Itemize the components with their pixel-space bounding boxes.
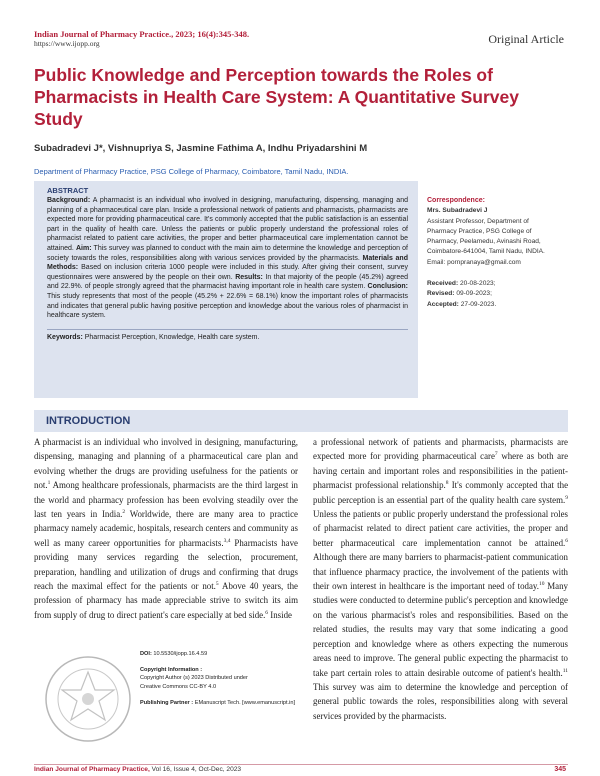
paragraph-text: Although there are many barriers to pharmacist-patient communication that influence pharmacy practice, the involvement of the patients with their own interest in healthcare is the important need of today. (313, 552, 568, 592)
paragraph-text: Among healthcare professionals, pharmacists are the third largest in the world and pharmacy profession has been evolving steadily over the last ten years in India. (34, 480, 298, 520)
paragraph-text: Inside (268, 609, 292, 620)
introduction-left-column (34, 435, 298, 622)
doi-label: DOI: (140, 651, 152, 657)
abstract-heading: ABSTRACT (47, 186, 89, 195)
copyright-heading: Copyright Information : (140, 666, 203, 673)
copyright-line: Creative Commons CC-BY 4.0 (140, 683, 217, 690)
doi-box (140, 650, 300, 708)
paragraph-text: Worldwide, there are many area to practice pharmacy namely academic, hospitals, research centers and community as well as many career opportunities for pharmacists. (34, 509, 298, 548)
dates-block (427, 279, 567, 310)
introduction-heading: INTRODUCTION (34, 410, 568, 432)
revised-label: Revised: (427, 290, 455, 298)
paragraph-text: where as both are having certain and important roles and responsibilities in the patient-pharmacist professional relationship. (313, 451, 569, 491)
footer-journal: Indian Journal of Pharmacy Practice, (34, 766, 150, 773)
correspondence-line: Pharmacy Practice, PSG College of (427, 227, 532, 235)
conclusion-text: This study represents that most of the people (45.2% + 22.6% = 68.1%) know the important roles of pharmacists and indicates that general public having positive perception and knowledge about the various roles of pharmacist in healthcare system. (47, 292, 408, 320)
publishing-label: Publishing Partner : (140, 700, 194, 706)
received-label: Received: (427, 280, 459, 288)
background-text: A pharmacist is an individual who involved in designing, manufacturing, dispensing, managing and planning of a pharmaceutical care plan. Inside a professional network of patients and pharmacists, pharmacists are expected more for providing pharmaceutical care. It's commonly accepted that the public satisfaction is an essential part in the quality of health care. Unless the patients or public properly understand the professional roles of pharmacist related to patient care activities, the proper and better pharmaceutical care implementation cannot be attained. (47, 197, 408, 252)
aim-text: This survey was planned to conduct with the main aim to determine the knowledge and perception of society towards the roles, responsibilities along with various services provided by the pharmacists. (47, 244, 408, 262)
citation-ref: 7 (494, 451, 498, 458)
abstract-text (47, 196, 408, 321)
correspondence-block (427, 196, 567, 310)
citation-ref: 6 (265, 609, 269, 616)
aim-label: Aim: (75, 244, 92, 252)
citation-ref: 1 (47, 480, 51, 487)
footer-issue: Vol 16, Issue 4, Oct-Dec, 2023 (151, 766, 242, 773)
accepted-label: Accepted: (427, 300, 459, 308)
correspondence-email[interactable]: Email: pornpranaya@gmail.com (427, 258, 521, 266)
background-label: Background: (47, 197, 91, 204)
page-number: 345 (554, 766, 566, 773)
citation-ref: 5 (215, 581, 219, 588)
paragraph-text: Many studies were conducted to determine public's perception and knowledge on the various pharmacist's roles and responsibilities. Based on the related studies, the results may vary that some indicating a good perception and knowledge where as others expecting the numerous areas need to improve. The general public expecting the pharmacist to take part certain roles to attain desirable outcome of patient's health. (313, 581, 568, 678)
footer-divider (34, 764, 568, 765)
conclusion-label: Conclusion: (367, 283, 408, 291)
paragraph-text: This survey was aim to determine the knowledge and perception of general public towards the roles, responsibilities along with several services provided by the pharmacists. (313, 681, 568, 721)
journal-citation: Indian Journal of Pharmacy Practice., 2023; 16(4):345-348. (34, 29, 250, 39)
accepted-date: 27-09-2023. (460, 300, 497, 308)
paragraph-text: Above 40 years, the profession of pharmacy has made appreciable strive to switch its aim from supply of drug to direct patient's care especially at bed side. (34, 581, 298, 620)
paragraph-text: Pharmacists have providing many services regarding the selection, procurement, preparation, handling and utilization of drugs and confirming that drugs reach the maximal effect for the patients or not. (34, 537, 298, 592)
citation-ref: 8 (445, 480, 449, 487)
journal-logo-icon (43, 654, 133, 744)
keywords-text: Pharmacist Perception, Knowledge, Health care system. (84, 333, 260, 341)
citation-ref: 3,4 (223, 537, 231, 544)
methods-label: Materials and Methods: (47, 254, 408, 272)
paragraph-text: Unless the patients or public properly understand the professional roles of pharmacist related to direct patient care activities, the proper and better pharmaceutical care implementation cannot be attained. (313, 509, 568, 548)
citation-ref: 10 (538, 581, 545, 588)
revised-date: 09-09-2023; (456, 290, 492, 298)
citation-ref: 6 (565, 537, 568, 544)
methods-text: Based on inclusion criteria 1000 people were included in this study. After giving their consent, survey questionnaires were answered by the people on their own. (47, 264, 408, 281)
correspondence-line: Assistant Professor, Department of (427, 217, 529, 225)
footer-citation (34, 766, 241, 773)
publishing-partner: EManuscript Tech. [www.emanuscript.in] (194, 700, 296, 706)
correspondence-line: Pharmacy, Peelamedu, Avinashi Road, (427, 238, 541, 246)
citation-ref: 2 (122, 509, 126, 516)
citation-ref: 9 (565, 494, 568, 501)
correspondent-name: Mrs. Subadradevi J (427, 207, 488, 215)
author-list: Subadradevi J*, Vishnupriya S, Jasmine Fathima A, Indhu Priyadarshini M (34, 143, 368, 154)
introduction-right-column (313, 435, 568, 723)
article-type: Original Article (488, 32, 564, 46)
paper-title: Public Knowledge and Perception towards the Roles of Pharmacists in Health Care System: A Quantitative Survey Study (34, 65, 519, 129)
affiliation: Department of Pharmacy Practice, PSG College of Pharmacy, Coimbatore, Tamil Nadu, INDIA. (34, 167, 349, 176)
keywords-label: Keywords: (47, 333, 83, 341)
copyright-line: Copyright Author (s) 2023 Distributed under (140, 675, 248, 681)
abstract-box (34, 181, 418, 398)
paragraph-text: It's commonly accepted that the public perception is an essential part of the quality health care system. (313, 480, 569, 505)
journal-url[interactable]: https://www.ijopp.org (34, 39, 100, 48)
results-label: Results: (235, 273, 263, 281)
correspondence-line: Coimbatore-641004, Tamil Nadu, INDIA. (427, 248, 545, 256)
received-date: 20-08-2023; (460, 280, 496, 288)
paragraph-text: a professional network of patients and pharmacists, pharmacists are expected more for providing pharmaceutical care (313, 437, 568, 462)
keywords (47, 329, 408, 341)
paragraph-text: A pharmacist is an individual who involved in designing, manufacturing, dispensing, managing and planning of a pharmaceutical care plan and evolving whether the drugs are providing usefulness for the patients or not. (34, 437, 298, 491)
doi-value[interactable]: 10.5530/ijopp.16.4.59 (153, 651, 208, 657)
citation-ref: 11 (562, 667, 568, 674)
correspondence-heading: Correspondence: (427, 197, 485, 204)
results-text: In that majority of the people (45.2%) agreed and 22.9%. of people strongly agreed that the pharmacist having important role in health care system. (47, 273, 409, 291)
